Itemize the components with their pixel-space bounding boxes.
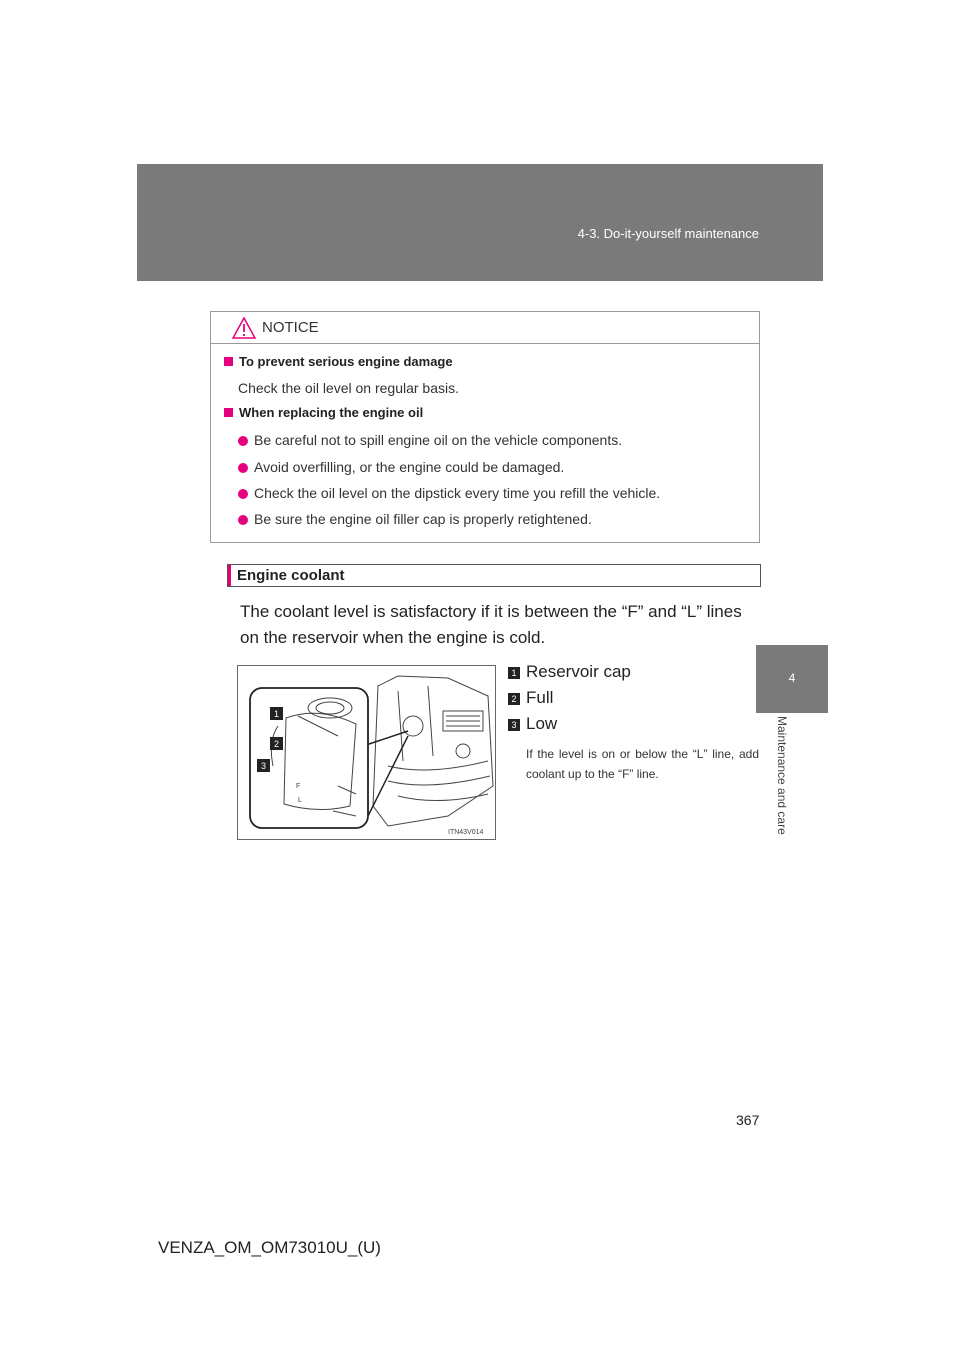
figure-code: ITN43V014 xyxy=(448,829,484,836)
legend-item: 2 Full xyxy=(508,688,553,708)
legend-item: 1 Reservoir cap xyxy=(508,662,631,682)
chapter-number: 4 xyxy=(788,671,796,685)
notice-box xyxy=(210,311,760,543)
notice-section-heading: To prevent serious engine damage xyxy=(224,354,453,369)
coolant-paragraph: The coolant level is satisfactory if it is between the “F” and “L” lines on the reservoir when the engine is cold. xyxy=(240,602,742,647)
header-section-title: 4-3. Do-it-yourself maintenance xyxy=(577,226,759,241)
notice-bullet: Avoid overfilling, or the engine could be damaged. xyxy=(238,459,564,475)
round-bullet-icon xyxy=(238,436,248,446)
legend-item: 3 Low xyxy=(508,714,557,734)
notice-header xyxy=(211,312,759,344)
coolant-note: If the level is on or below the “L” line, add coolant up to the “F” line. xyxy=(526,747,759,781)
round-bullet-icon xyxy=(238,515,248,525)
chapter-tab xyxy=(756,645,828,713)
callout-3 xyxy=(257,759,270,772)
section-heading-bar xyxy=(227,564,761,587)
notice-bullet: Be careful not to spill engine oil on the vehicle components. xyxy=(238,432,622,448)
legend-number-icon: 1 xyxy=(508,667,520,679)
notice-bullet: Be sure the engine oil filler cap is properly retightened. xyxy=(238,511,592,527)
round-bullet-icon xyxy=(238,463,248,473)
svg-text:1: 1 xyxy=(273,709,280,719)
header-band xyxy=(137,164,823,281)
section-heading: Engine coolant xyxy=(237,567,345,584)
callout-2 xyxy=(270,737,283,750)
engine-bay-illustration xyxy=(237,665,496,840)
svg-text:2: 2 xyxy=(273,739,280,749)
chapter-label xyxy=(775,716,799,876)
page-number: 367 xyxy=(736,1112,760,1128)
full-mark: F xyxy=(296,783,301,790)
notice-bullet: Check the oil level on the dipstick every time you refill the vehicle. xyxy=(238,485,660,501)
notice-section-text: Check the oil level on regular basis. xyxy=(238,380,460,396)
notice-section-heading: When replacing the engine oil xyxy=(224,405,423,420)
heading-accent-bar xyxy=(228,565,231,586)
engine-bay-drawing xyxy=(238,666,495,839)
warning-triangle-icon xyxy=(232,317,256,339)
square-bullet-icon xyxy=(224,357,233,366)
round-bullet-icon xyxy=(238,489,248,499)
legend-number-icon: 3 xyxy=(508,719,520,731)
notice-title: NOTICE xyxy=(262,319,319,336)
square-bullet-icon xyxy=(224,408,233,417)
low-mark: L xyxy=(298,797,302,804)
document-code: VENZA_OM_OM73010U_(U) xyxy=(158,1238,381,1257)
callout-1 xyxy=(270,707,283,720)
legend-number-icon: 2 xyxy=(508,693,520,705)
svg-text:3: 3 xyxy=(260,761,267,771)
chapter-label-text: Maintenance and care xyxy=(775,716,789,835)
